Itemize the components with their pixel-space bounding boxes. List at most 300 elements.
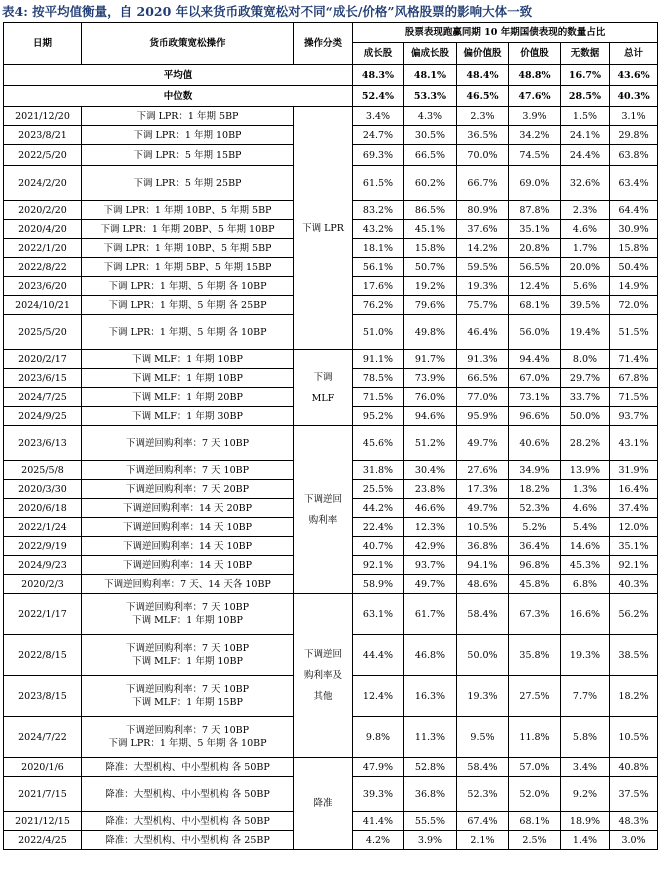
row-operation: [82, 812, 294, 831]
row-operation: [82, 201, 294, 220]
row-value: 31.8%: [353, 461, 404, 480]
row-value: 14.9%: [610, 277, 658, 296]
row-value: 37.5%: [610, 777, 658, 812]
row-value: 22.4%: [353, 518, 404, 537]
row-value: 30.9%: [610, 220, 658, 239]
row-date: 2022/9/19: [4, 537, 82, 556]
row-value: 28.2%: [561, 426, 610, 461]
row-value: 1.4%: [561, 831, 610, 850]
operation-line: 降准：大型机构、中小型机构 各 50BP: [105, 761, 270, 773]
row-value: 58.4%: [457, 594, 509, 635]
header-col-partial-value: 偏价值股: [457, 43, 509, 65]
operation-line: 降准：大型机构、中小型机构 各 25BP: [105, 834, 270, 846]
operation-line: 下调 MLF：1 年期 10BP: [132, 615, 243, 626]
row-value: 1.3%: [561, 480, 610, 499]
row-value: 27.5%: [509, 676, 561, 717]
row-value: 35.1%: [509, 220, 561, 239]
row-operation: [82, 758, 294, 777]
row-value: 39.3%: [353, 777, 404, 812]
row-value: 49.7%: [404, 575, 457, 594]
row-value: 71.4%: [610, 350, 658, 369]
row-date: 2025/5/20: [4, 315, 82, 350]
row-operation: [82, 518, 294, 537]
row-value: 17.3%: [457, 480, 509, 499]
operation-line: 下调逆回购利率：7 天 10BP: [125, 464, 250, 476]
operation-line: 下调 LPR：1 年期 20BP、5 年期 10BP: [100, 223, 275, 235]
row-value: 2.5%: [509, 831, 561, 850]
row-value: 73.9%: [404, 369, 457, 388]
row-value: 72.0%: [610, 296, 658, 315]
summary-value: 53.3%: [404, 86, 457, 107]
row-value: 18.1%: [353, 239, 404, 258]
row-value: 66.5%: [457, 369, 509, 388]
row-value: 59.5%: [457, 258, 509, 277]
row-value: 36.8%: [457, 537, 509, 556]
summary-value: 52.4%: [353, 86, 404, 107]
row-value: 77.0%: [457, 388, 509, 407]
row-value: 56.2%: [610, 594, 658, 635]
row-value: 4.6%: [561, 220, 610, 239]
row-value: 48.3%: [610, 812, 658, 831]
row-date: 2020/4/20: [4, 220, 82, 239]
operation-line: 下调逆回购利率：14 天 10BP: [122, 521, 253, 533]
row-value: 61.5%: [353, 166, 404, 201]
row-operation: [82, 369, 294, 388]
row-value: 34.2%: [509, 126, 561, 145]
row-date: 2021/7/15: [4, 777, 82, 812]
row-operation: [82, 499, 294, 518]
table-row: [4, 426, 658, 461]
row-value: 19.2%: [404, 277, 457, 296]
summary-value: 48.3%: [353, 65, 404, 86]
header-col-no-data: 无数据: [561, 43, 610, 65]
row-date: 2020/2/17: [4, 350, 82, 369]
row-value: 29.8%: [610, 126, 658, 145]
row-value: 45.3%: [561, 556, 610, 575]
row-date: 2022/1/24: [4, 518, 82, 537]
header-operation: 货币政策宽松操作: [82, 23, 294, 65]
table-row: [4, 758, 658, 777]
row-value: 71.5%: [353, 388, 404, 407]
row-value: 38.5%: [610, 635, 658, 676]
row-value: 35.1%: [610, 537, 658, 556]
row-value: 45.1%: [404, 220, 457, 239]
row-value: 67.3%: [509, 594, 561, 635]
header-col-value: 价值股: [509, 43, 561, 65]
row-value: 46.6%: [404, 499, 457, 518]
operation-line: 降准：大型机构、中小型机构 各 50BP: [105, 815, 270, 827]
operation-line: 下调 MLF：1 年期 10BP: [132, 372, 243, 384]
row-operation: [82, 461, 294, 480]
row-date: 2023/6/20: [4, 277, 82, 296]
summary-row: [4, 86, 658, 107]
table-row: [4, 107, 658, 126]
row-date: 2020/3/30: [4, 480, 82, 499]
row-value: 16.3%: [404, 676, 457, 717]
row-date: 2024/7/25: [4, 388, 82, 407]
row-value: 20.0%: [561, 258, 610, 277]
row-value: 50.7%: [404, 258, 457, 277]
row-value: 70.0%: [457, 145, 509, 166]
row-category: 下调 MLF: [294, 350, 353, 426]
row-operation: [82, 594, 294, 635]
row-value: 23.8%: [404, 480, 457, 499]
row-value: 46.8%: [404, 635, 457, 676]
row-date: 2025/5/8: [4, 461, 82, 480]
row-operation: [82, 556, 294, 575]
row-date: 2021/12/20: [4, 107, 82, 126]
row-operation: [82, 239, 294, 258]
row-value: 32.6%: [561, 166, 610, 201]
row-value: 18.2%: [610, 676, 658, 717]
header-col-growth: 成长股: [353, 43, 404, 65]
row-value: 87.8%: [509, 201, 561, 220]
row-value: 4.2%: [353, 831, 404, 850]
row-value: 2.1%: [457, 831, 509, 850]
row-value: 36.4%: [509, 537, 561, 556]
row-value: 86.5%: [404, 201, 457, 220]
row-value: 67.8%: [610, 369, 658, 388]
row-value: 45.8%: [509, 575, 561, 594]
row-date: 2022/8/15: [4, 635, 82, 676]
operation-line: 下调 LPR：1 年期 5BP、5 年期 15BP: [103, 261, 272, 273]
row-value: 50.0%: [457, 635, 509, 676]
row-value: 5.6%: [561, 277, 610, 296]
operation-line: 下调逆回购利率：7 天、14 天各 10BP: [104, 578, 271, 590]
operation-line: 下调逆回购利率：7 天 10BP: [125, 602, 250, 613]
row-date: 2022/4/25: [4, 831, 82, 850]
row-date: 2023/8/15: [4, 676, 82, 717]
row-value: 63.1%: [353, 594, 404, 635]
row-value: 24.1%: [561, 126, 610, 145]
row-date: 2023/6/13: [4, 426, 82, 461]
row-date: 2022/1/17: [4, 594, 82, 635]
row-value: 46.4%: [457, 315, 509, 350]
row-value: 60.2%: [404, 166, 457, 201]
row-date: 2020/2/3: [4, 575, 82, 594]
row-value: 58.9%: [353, 575, 404, 594]
row-value: 69.3%: [353, 145, 404, 166]
summary-label: 中位数: [4, 86, 353, 107]
row-date: 2024/7/22: [4, 717, 82, 758]
row-value: 3.9%: [404, 831, 457, 850]
row-value: 7.7%: [561, 676, 610, 717]
row-value: 3.4%: [353, 107, 404, 126]
row-value: 24.7%: [353, 126, 404, 145]
row-value: 43.2%: [353, 220, 404, 239]
row-operation: [82, 777, 294, 812]
row-operation: [82, 407, 294, 426]
row-value: 44.2%: [353, 499, 404, 518]
row-value: 96.8%: [509, 556, 561, 575]
summary-label: 平均值: [4, 65, 353, 86]
row-operation: [82, 480, 294, 499]
row-value: 9.5%: [457, 717, 509, 758]
row-value: 5.2%: [509, 518, 561, 537]
header-col-total: 总计: [610, 43, 658, 65]
row-value: 29.7%: [561, 369, 610, 388]
row-value: 69.0%: [509, 166, 561, 201]
row-value: 1.7%: [561, 239, 610, 258]
row-value: 14.6%: [561, 537, 610, 556]
row-value: 63.4%: [610, 166, 658, 201]
row-value: 49.8%: [404, 315, 457, 350]
operation-line: 下调 LPR：1 年期 10BP、5 年期 5BP: [103, 242, 272, 254]
operation-line: 下调逆回购利率：7 天 10BP: [125, 643, 250, 654]
row-operation: [82, 296, 294, 315]
row-value: 74.5%: [509, 145, 561, 166]
row-value: 5.8%: [561, 717, 610, 758]
row-value: 83.2%: [353, 201, 404, 220]
row-value: 37.4%: [610, 499, 658, 518]
row-category: 下调逆回购利率及其他: [294, 594, 353, 758]
row-date: 2021/12/15: [4, 812, 82, 831]
row-value: 15.8%: [610, 239, 658, 258]
row-date: 2020/6/18: [4, 499, 82, 518]
row-date: 2020/1/6: [4, 758, 82, 777]
row-value: 68.1%: [509, 296, 561, 315]
operation-line: 下调 MLF：1 年期 10BP: [132, 353, 243, 365]
row-value: 17.6%: [353, 277, 404, 296]
row-value: 73.1%: [509, 388, 561, 407]
row-value: 11.3%: [404, 717, 457, 758]
row-operation: [82, 635, 294, 676]
row-value: 42.9%: [404, 537, 457, 556]
row-category: 下调逆回购利率: [294, 426, 353, 594]
row-value: 94.6%: [404, 407, 457, 426]
row-value: 91.3%: [457, 350, 509, 369]
row-value: 45.6%: [353, 426, 404, 461]
row-value: 92.1%: [610, 556, 658, 575]
row-value: 96.6%: [509, 407, 561, 426]
row-value: 19.4%: [561, 315, 610, 350]
row-value: 24.4%: [561, 145, 610, 166]
row-value: 93.7%: [404, 556, 457, 575]
row-value: 16.4%: [610, 480, 658, 499]
row-value: 30.5%: [404, 126, 457, 145]
row-value: 16.6%: [561, 594, 610, 635]
row-operation: [82, 220, 294, 239]
row-value: 95.2%: [353, 407, 404, 426]
row-value: 3.0%: [610, 831, 658, 850]
summary-value: 16.7%: [561, 65, 610, 86]
row-value: 51.0%: [353, 315, 404, 350]
row-value: 50.0%: [561, 407, 610, 426]
row-operation: [82, 575, 294, 594]
row-operation: [82, 166, 294, 201]
operation-line: 下调 LPR：1 年期、5 年期 各 10BP: [108, 326, 267, 338]
row-value: 63.8%: [610, 145, 658, 166]
operation-line: 下调 LPR：5 年期 25BP: [133, 177, 242, 189]
operation-line: 下调逆回购利率：14 天 20BP: [122, 502, 253, 514]
row-value: 56.5%: [509, 258, 561, 277]
row-date: 2024/10/21: [4, 296, 82, 315]
row-value: 40.7%: [353, 537, 404, 556]
row-operation: [82, 107, 294, 126]
policy-impact-table: [3, 22, 658, 850]
row-value: 20.8%: [509, 239, 561, 258]
row-value: 80.9%: [457, 201, 509, 220]
header-category: 操作分类: [294, 23, 353, 65]
operation-line: 下调逆回购利率：14 天 10BP: [122, 559, 253, 571]
operation-line: 下调 LPR：1 年期、5 年期 各 10BP: [108, 280, 267, 292]
row-value: 67.4%: [457, 812, 509, 831]
row-value: 18.9%: [561, 812, 610, 831]
summary-value: 40.3%: [610, 86, 658, 107]
row-date: 2024/9/25: [4, 407, 82, 426]
operation-line: 下调逆回购利率：7 天 10BP: [125, 437, 250, 449]
operation-line: 下调逆回购利率：7 天 20BP: [125, 483, 250, 495]
table-row: [4, 350, 658, 369]
table-title: 表4: 按平均值衡量，自 2020 年以来货币政策宽松对不同“成长/价格”风格股票的影响大体一致: [2, 4, 533, 19]
row-operation: [82, 277, 294, 296]
operation-line: 下调逆回购利率：14 天 10BP: [122, 540, 253, 552]
row-value: 57.0%: [509, 758, 561, 777]
row-operation: [82, 145, 294, 166]
row-value: 40.3%: [610, 575, 658, 594]
row-value: 55.5%: [404, 812, 457, 831]
row-operation: [82, 350, 294, 369]
row-value: 52.3%: [457, 777, 509, 812]
row-value: 52.3%: [509, 499, 561, 518]
row-value: 43.1%: [610, 426, 658, 461]
row-value: 2.3%: [561, 201, 610, 220]
row-value: 36.8%: [404, 777, 457, 812]
row-value: 27.6%: [457, 461, 509, 480]
row-date: 2023/6/15: [4, 369, 82, 388]
row-value: 93.7%: [610, 407, 658, 426]
row-value: 19.3%: [457, 676, 509, 717]
row-value: 36.5%: [457, 126, 509, 145]
row-value: 48.6%: [457, 575, 509, 594]
row-value: 4.3%: [404, 107, 457, 126]
row-value: 68.1%: [509, 812, 561, 831]
row-value: 66.7%: [457, 166, 509, 201]
row-value: 12.0%: [610, 518, 658, 537]
row-value: 1.5%: [561, 107, 610, 126]
summary-value: 28.5%: [561, 86, 610, 107]
row-value: 79.6%: [404, 296, 457, 315]
row-category: 下调 LPR: [294, 107, 353, 350]
summary-value: 48.4%: [457, 65, 509, 86]
row-operation: [82, 315, 294, 350]
row-value: 35.8%: [509, 635, 561, 676]
row-value: 91.1%: [353, 350, 404, 369]
row-date: 2024/9/23: [4, 556, 82, 575]
summary-value: 48.8%: [509, 65, 561, 86]
row-value: 51.5%: [610, 315, 658, 350]
summary-value: 46.5%: [457, 86, 509, 107]
row-value: 25.5%: [353, 480, 404, 499]
row-value: 40.6%: [509, 426, 561, 461]
operation-line: 下调逆回购利率：7 天 10BP: [125, 725, 250, 736]
row-value: 12.4%: [353, 676, 404, 717]
row-date: 2024/2/20: [4, 166, 82, 201]
row-value: 9.2%: [561, 777, 610, 812]
row-value: 3.4%: [561, 758, 610, 777]
row-operation: [82, 258, 294, 277]
row-value: 49.7%: [457, 499, 509, 518]
row-value: 3.1%: [610, 107, 658, 126]
row-value: 5.4%: [561, 518, 610, 537]
row-value: 3.9%: [509, 107, 561, 126]
operation-line: 下调 LPR：1 年期 5BP: [136, 110, 239, 122]
row-operation: [82, 388, 294, 407]
row-value: 47.9%: [353, 758, 404, 777]
row-value: 40.8%: [610, 758, 658, 777]
row-value: 18.2%: [509, 480, 561, 499]
operation-line: 下调 MLF：1 年期 15BP: [132, 697, 243, 708]
summary-value: 47.6%: [509, 86, 561, 107]
row-value: 94.1%: [457, 556, 509, 575]
row-category: 降准: [294, 758, 353, 850]
row-value: 64.4%: [610, 201, 658, 220]
row-value: 50.4%: [610, 258, 658, 277]
row-value: 49.7%: [457, 426, 509, 461]
row-date: 2023/8/21: [4, 126, 82, 145]
operation-line: 下调 MLF：1 年期 20BP: [132, 391, 243, 403]
row-operation: [82, 426, 294, 461]
row-value: 9.8%: [353, 717, 404, 758]
row-value: 56.0%: [509, 315, 561, 350]
header-date: 日期: [4, 23, 82, 65]
operation-line: 下调 MLF：1 年期 30BP: [132, 410, 243, 422]
row-value: 39.5%: [561, 296, 610, 315]
row-value: 4.6%: [561, 499, 610, 518]
operation-line: 下调逆回购利率：7 天 10BP: [125, 684, 250, 695]
row-date: 2022/5/20: [4, 145, 82, 166]
row-date: 2022/8/22: [4, 258, 82, 277]
row-value: 12.4%: [509, 277, 561, 296]
operation-line: 下调 LPR：1 年期、5 年期 各 25BP: [108, 299, 267, 311]
row-value: 61.7%: [404, 594, 457, 635]
row-value: 76.0%: [404, 388, 457, 407]
operation-line: 下调 LPR：5 年期 15BP: [133, 149, 242, 161]
row-value: 95.9%: [457, 407, 509, 426]
row-value: 31.9%: [610, 461, 658, 480]
table-row: [4, 594, 658, 635]
row-operation: [82, 126, 294, 145]
row-value: 8.0%: [561, 350, 610, 369]
row-value: 10.5%: [457, 518, 509, 537]
row-date: 2020/2/20: [4, 201, 82, 220]
row-value: 19.3%: [457, 277, 509, 296]
row-value: 67.0%: [509, 369, 561, 388]
row-value: 33.7%: [561, 388, 610, 407]
row-value: 15.8%: [404, 239, 457, 258]
row-operation: [82, 717, 294, 758]
header-group: 股票表现跑赢同期 10 年期国债表现的数量占比: [353, 23, 658, 43]
row-operation: [82, 537, 294, 556]
header-col-partial-growth: 偏成长股: [404, 43, 457, 65]
row-value: 6.8%: [561, 575, 610, 594]
row-value: 58.4%: [457, 758, 509, 777]
operation-line: 降准：大型机构、中小型机构 各 50BP: [105, 788, 270, 800]
row-value: 94.4%: [509, 350, 561, 369]
row-value: 30.4%: [404, 461, 457, 480]
row-value: 2.3%: [457, 107, 509, 126]
row-value: 10.5%: [610, 717, 658, 758]
operation-line: 下调 MLF：1 年期 10BP: [132, 656, 243, 667]
row-value: 12.3%: [404, 518, 457, 537]
row-value: 11.8%: [509, 717, 561, 758]
row-value: 52.0%: [509, 777, 561, 812]
operation-line: 下调 LPR：1 年期 10BP、5 年期 5BP: [103, 204, 272, 216]
row-value: 76.2%: [353, 296, 404, 315]
row-value: 19.3%: [561, 635, 610, 676]
row-value: 56.1%: [353, 258, 404, 277]
row-value: 66.5%: [404, 145, 457, 166]
